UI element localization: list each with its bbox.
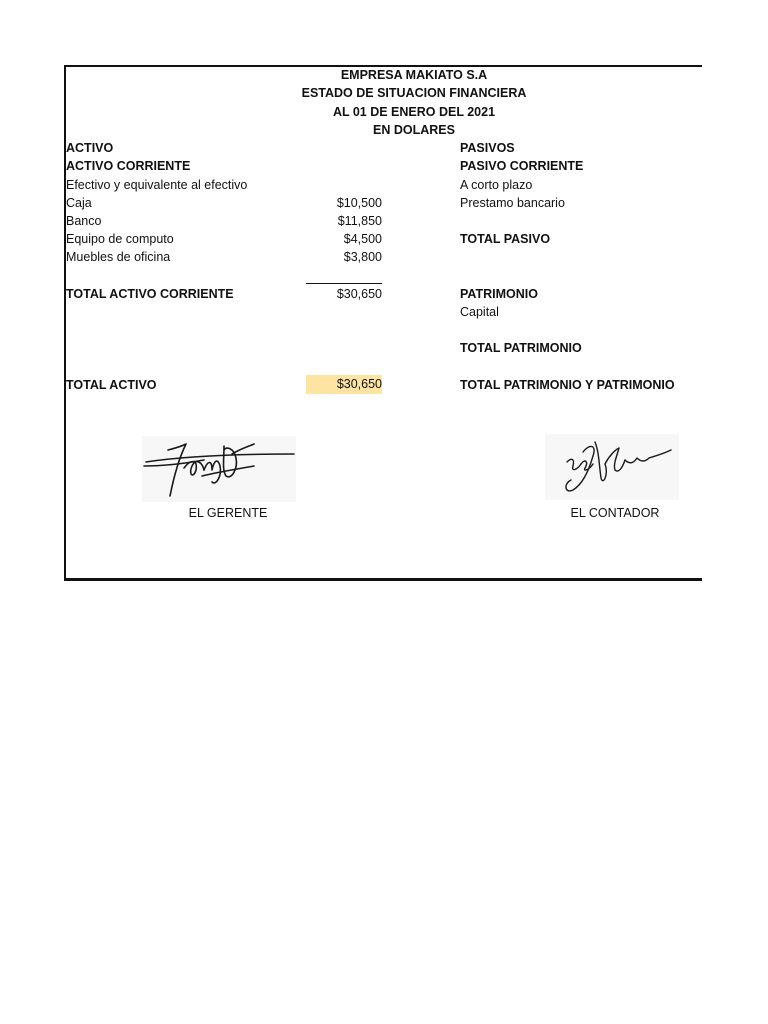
total-assets-value: $30,650: [306, 375, 382, 394]
current-liabilities-heading: PASIVO CORRIENTE: [460, 159, 584, 173]
accountant-signature: [545, 434, 679, 500]
statement-frame: [64, 65, 702, 581]
statement-title: ESTADO DE SITUACION FINANCIERA: [301, 86, 527, 100]
total-equity-label: TOTAL PATRIMONIO: [460, 341, 582, 355]
manager-signature: [142, 436, 296, 502]
asset-row-value: $10,500: [336, 196, 382, 210]
total-liabilities-label: TOTAL PASIVO: [460, 232, 551, 246]
total-assets-label: TOTAL ACTIVO: [66, 378, 157, 392]
total-current-assets-value: $30,650: [306, 283, 382, 302]
current-assets-heading: ACTIVO CORRIENTE: [66, 159, 191, 173]
short-term-label: A corto plazo: [460, 178, 533, 192]
asset-row-label: Caja: [66, 196, 92, 210]
manager-label: EL GERENTE: [188, 506, 268, 520]
liabilities-heading: PASIVOS: [460, 141, 515, 155]
asset-row-label: Equipo de computo: [66, 232, 174, 246]
asset-row-value: $3,800: [343, 250, 382, 264]
statement-date: AL 01 DE ENERO DEL 2021: [332, 105, 496, 119]
bank-loan-label: Prestamo bancario: [460, 196, 565, 210]
asset-row-value: $11,850: [337, 214, 382, 228]
company-name: EMPRESA MAKIATO S.A: [340, 68, 488, 82]
asset-row-value: $4,500: [343, 232, 382, 246]
equity-heading: PATRIMONIO: [460, 287, 539, 301]
cash-group-label: Efectivo y equivalente al efectivo: [66, 178, 248, 192]
statement-currency: EN DOLARES: [373, 123, 455, 137]
asset-row-label: Muebles de oficina: [66, 250, 171, 264]
grand-total-label: TOTAL PATRIMONIO Y PATRIMONIO: [460, 378, 675, 392]
assets-heading: ACTIVO: [66, 141, 114, 155]
accountant-label: EL CONTADOR: [570, 506, 660, 520]
capital-label: Capital: [460, 305, 499, 319]
total-current-assets-label: TOTAL ACTIVO CORRIENTE: [66, 287, 234, 301]
asset-row-label: Banco: [66, 214, 102, 228]
